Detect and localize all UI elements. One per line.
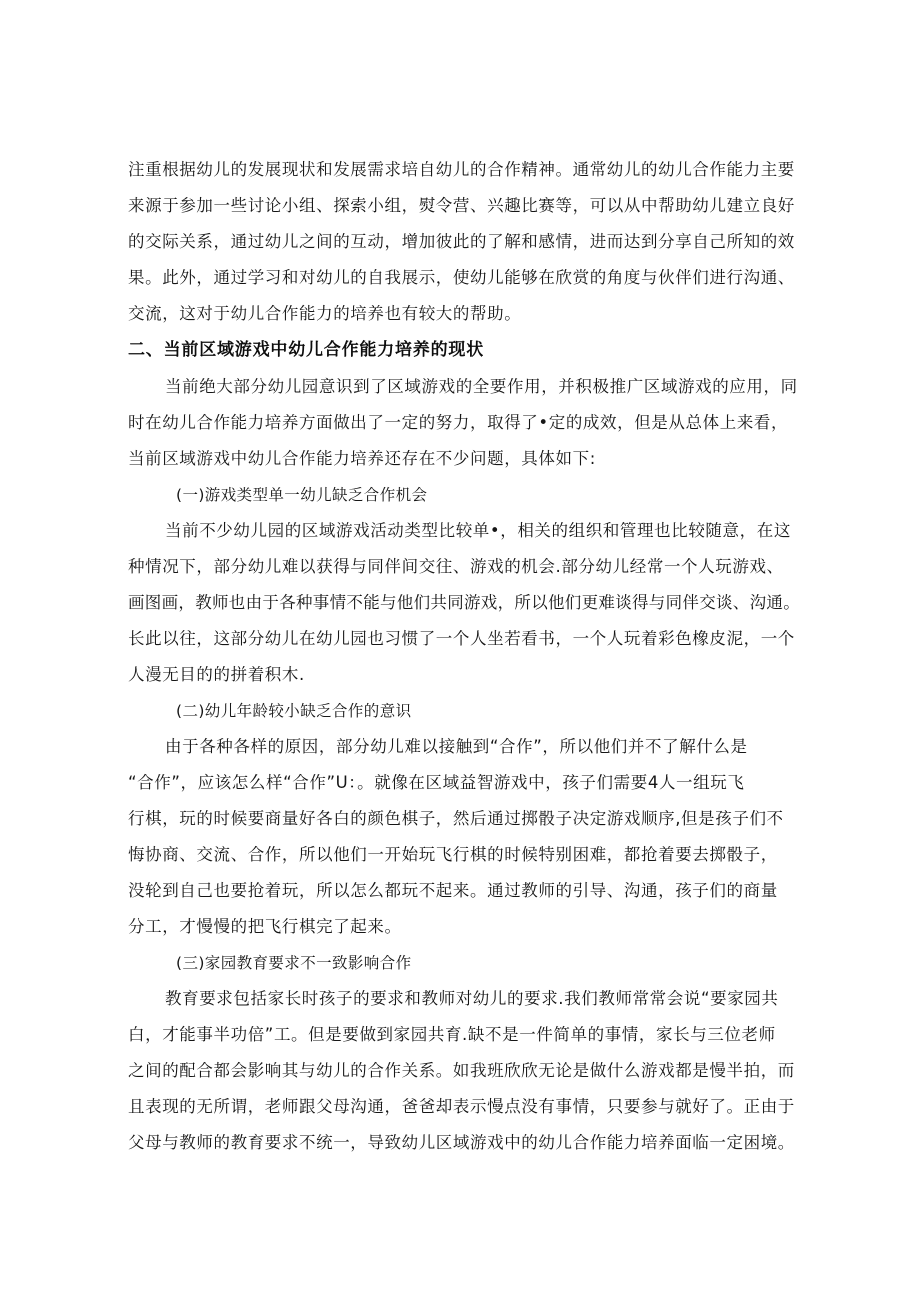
paragraph-3-line-4: 长此以往，这部分幼儿在幼儿园也习惯了一个人坐若看书，一个人玩着彩色橡皮泥，一个 (128, 629, 795, 648)
paragraph-4-line-1: 由于各种各样的原因，部分幼儿难以接触到“合作”，所以他们并不了解什么是 (165, 737, 748, 756)
paragraph-1-line-2: 来源于参加一些讨论小组、探索小组，熨令营、兴趣比赛等，可以从中帮助幼儿建立良好 (128, 196, 795, 215)
paragraph-3-line-2: 种情况下，部分幼儿难以获得与同伴间交往、游戏的机会.部分幼儿经常一个人玩游戏、 (128, 557, 784, 576)
paragraph-3-line-1: 当前不少幼儿园的区域游戏活动类型比较单•，相关的组织和管理也比较随意，在这 (165, 521, 791, 540)
paragraph-1-line-3: 的交际关系，通过幼儿之间的互动，增加彼此的了解和感情，进而达到分享自己所知的效 (128, 232, 795, 251)
paragraph-5-line-5: 父母与教师的教育要求不统一，导致幼儿区域游戏中的幼儿合作能力培养面临一定困境。 (128, 1133, 795, 1152)
paragraph-2-line-2: 时在幼儿合作能力培养方面做出了一定的努力，取得了•定的成效，但是从总体上来看， (128, 413, 789, 432)
paragraph-4-line-3: 行棋，玩的时候要商量好各白的颜色棋子，然后通过掷骰子决定游戏顺序,但是孩子们不 (128, 809, 784, 828)
paragraph-3-line-5: 人漫无目的的拼着积木. (128, 665, 305, 684)
paragraph-5-line-3: 之间的配合都会影响其与幼儿的合作关系。如我班欣欣无论是做什么游戏都是慢半拍，而 (128, 1061, 795, 1080)
paragraph-2-line-1: 当前绝大部分幼儿园意识到了区域游戏的全要作用，并积极推广区域游戏的应用，同 (165, 377, 798, 396)
subheading-1: (一)游戏类型单一幼儿缺乏合作机会 (176, 486, 428, 504)
paragraph-2-line-3: 当前区域游戏中幼儿合作能力培养还存在不少问题，具体如下: (128, 449, 596, 468)
subheading-2: (二)幼儿年龄较小缺乏合作的意识 (176, 702, 412, 720)
section-2-heading: 二、当前区域游戏中幼儿合作能力培养的现状 (128, 340, 484, 360)
paragraph-4-line-5: 没轮到自己也要抢着玩，所以怎么都玩不起来。通过教师的引导、沟通，孩子们的商量 (128, 881, 778, 900)
paragraph-5-line-4: 且表现的无所谓，老师跟父母沟通，爸爸却表示慢点没有事情，只要参与就好了。正由于 (128, 1097, 795, 1116)
paragraph-4-line-2: “合作”，应该怎么样“合作”U：。就像在区域益智游戏中，孩子们需要4人一组玩飞 (128, 773, 745, 792)
paragraph-3-line-3: 画图画，教师也由于各种事情不能与他们共同游戏，所以他们更难谈得与同伴交谈、沟通。 (128, 593, 800, 612)
paragraph-5-line-2: 白，才能事半功倍”工。但是要做到家园共育.缺不是一件简单的事情，家长与三位老师 (128, 1025, 776, 1044)
subheading-3: (三)家园教育要求不一致影响合作 (176, 954, 412, 972)
paragraph-4-line-6: 分工，才慢慢的把飞行棋完了起来。 (128, 917, 402, 936)
paragraph-1-line-4: 果。此外，通过学习和对幼儿的自我展示，使幼儿能够在欣赏的角度与伙伴们进行沟通、 (128, 268, 795, 287)
paragraph-4-line-4: 悔协商、交流、合作，所以他们一开始玩飞行棋的时候特别困难，都抢着要去掷骰子， (128, 845, 778, 864)
paragraph-5-line-1: 教育要求包括家长时孩子的要求和教师对幼儿的要求.我们教师常常会说“要家园共 (165, 989, 779, 1008)
paragraph-1-line-1: 注重根据幼儿的发展现状和发展需求培自幼儿的合作精神。通常幼儿的幼儿合作能力主要 (128, 160, 795, 179)
paragraph-1-line-5: 交流，这对于幼儿合作能力的培养也有较大的帮助。 (128, 304, 522, 323)
